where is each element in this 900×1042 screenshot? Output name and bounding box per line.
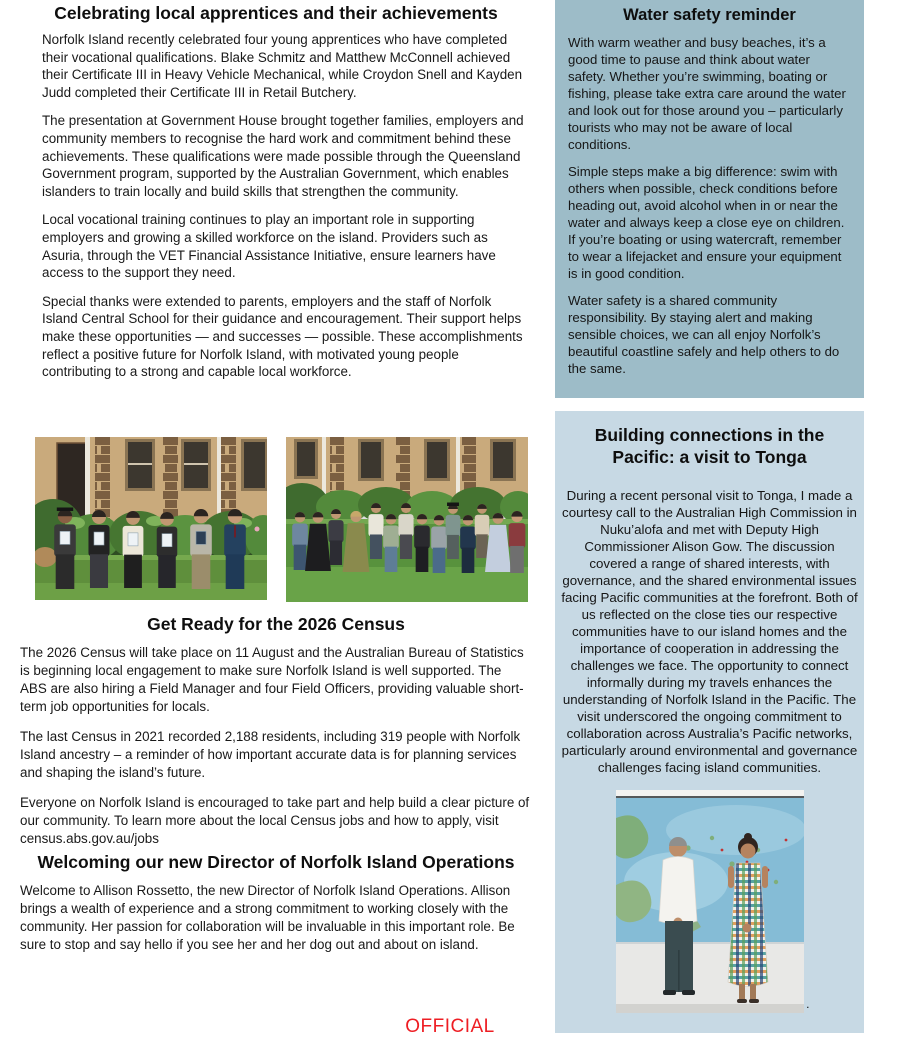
apprentices-section-body (42, 31, 525, 392)
water-safety-paragraph: Water safety is a shared community responsibility. By staying alert and making sensible choices, we can all enjoy Norfolk’s beautiful coastline safely and help others to do the same. (568, 293, 840, 376)
apprentices-paragraph: Norfolk Island recently celebrated four young apprentices who have completed their vocational qualifications. Blake Schmitz and Matthew McConnell achieved their Certificate III in Heavy Vehicle Mechanical, while Croydon Snell and Kayden Judd completed their Certificate III in Retail Butchery. (42, 32, 523, 100)
apprentices-group-photo-1-graphic (35, 437, 267, 600)
apprentices-group-photo-1 (35, 437, 267, 600)
director-section-body (20, 882, 530, 966)
census-section-title: Get Ready for the 2026 Census (147, 614, 405, 634)
census-paragraph: The last Census in 2021 recorded 2,188 residents, including 319 people with Norfolk Island ancestry – a reminder of how important accurate data is for planning services and shaping the island’s future. (20, 729, 521, 780)
apprentices-paragraph: Local vocational training continues to play an important role in supporting employers and growing a skilled workforce on the island. Providers such as Asuria, through the VET Financial Assistance Initiative, ensure learners have access to the support they need. (42, 212, 496, 281)
tonga-meeting-photo (616, 790, 810, 1013)
director-section-title: Welcoming our new Director of Norfolk Island Operations (37, 852, 515, 872)
director-paragraph: Welcome to Allison Rossetto, the new Director of Norfolk Island Operations. Allison brings a wealth of experience and a strong commitment to working closely with the community. Her passion for collaboration will be invaluable in this important role. Be sure to stop and say hello if you see her and her dog out and about on island. (20, 883, 515, 952)
tonga-meeting-photo-graphic (616, 790, 804, 1013)
apprentices-group-photo-2 (286, 437, 528, 602)
tonga-paragraph: During a recent personal visit to Tonga, I made a courtesy call to the Australian High Commission in Nuku’alofa and met with Deputy High Commissioner Alison Gow. The discussion covered a range of shared interests, with governance, and the shared environmental issues facing Pacific communities at the forefront. Both of us reflected on the close ties our respective communities have to our island homes and the importance of cooperation in addressing the challenges we face. The opportunity to connect informally during my travels enhances the understanding of Norfolk Island in the Pacific. The visit underscored the ongoing commitment to collaboration across Australia’s Pacific networks, particularly around environmental and governance challenges facing island communities. (561, 487, 858, 775)
water-safety-title: Water safety reminder (623, 6, 796, 24)
official-marking: OFFICIAL (405, 1016, 495, 1037)
apprentices-section-title: Celebrating local apprentices and their achievements (54, 3, 498, 23)
apprentices-paragraph: The presentation at Government House brought together families, employers and community members to recognise the hard work and commitment behind these achievements. These qualifications were made possible through the Queensland Government program, supported by the Australian Government, which enables islanders to train locally and build skills that strengthen the community. (42, 113, 524, 199)
tonga-title: Building connections in the Pacific: a visit to Tonga (594, 425, 825, 467)
census-section-body (20, 644, 530, 860)
tonga-photo-trailing-dot: . (806, 996, 810, 1011)
apprentices-paragraph: Special thanks were extended to parents, employers and the staff of Norfolk Island Central School for their guidance and encouragement. Their support helps make these opportunities — and successes — possible. These accomplishments reflect a positive future for Norfolk Island, with motivated young people contributing to a strong and capable local workforce. (42, 293, 523, 380)
apprentices-group-photo-2-graphic (286, 437, 528, 602)
census-paragraph: Everyone on Norfolk Island is encouraged to take part and help build a clear picture of our community. To learn more about the local Census jobs and how to apply, visit census.abs.gov.au/jobs (20, 795, 530, 846)
tonga-box (555, 411, 864, 1033)
water-safety-box (555, 0, 864, 398)
water-safety-paragraph: Simple steps make a big difference: swim with others when possible, check conditions before heading out, avoid alcohol when in or near the water and always keep a close eye on children. If you’re boating or using watercraft, remember to wear a lifejacket and ensure your equipment is in good condition. (568, 164, 845, 281)
water-safety-paragraph: With warm weather and busy beaches, it’s a good time to pause and think about water safety. Whether you’re swimming, boating or fishing, please take extra care around the water and look out for those around you – particularly tourists who may not be aware of local conditions. (568, 35, 846, 152)
census-paragraph: The 2026 Census will take place on 11 August and the Australian Bureau of Statistics is beginning local engagement to make sure Norfolk Island is well supported. The ABS are also hiring a Field Manager and four Field Officers, providing valuable short-term job opportunities for locals. (20, 645, 524, 714)
